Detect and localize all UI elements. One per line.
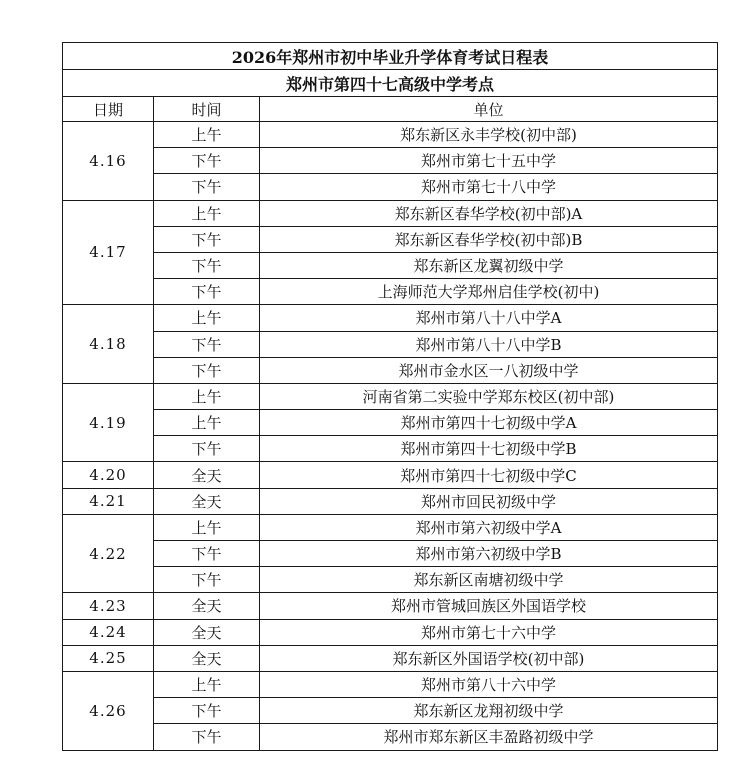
- date-cell: 4.21: [63, 488, 154, 514]
- unit-cell: 郑州市第四十七初级中学B: [260, 436, 718, 462]
- table-row: [63, 514, 718, 540]
- unit-cell: 郑东新区龙翼初级中学: [260, 252, 718, 278]
- time-cell: 全天: [154, 593, 260, 619]
- table-row: [63, 252, 718, 278]
- unit-cell: 郑州市郑东新区丰盈路初级中学: [260, 724, 718, 750]
- unit-cell: 郑东新区外国语学校(初中部): [260, 645, 718, 671]
- table-row: [63, 226, 718, 252]
- unit-cell: 郑州市金水区一八初级中学: [260, 357, 718, 383]
- date-cell: 4.19: [63, 383, 154, 462]
- time-cell: 下午: [154, 226, 260, 252]
- table-title: 2026年郑州市初中毕业升学体育考试日程表: [63, 43, 718, 70]
- date-cell: 4.22: [63, 514, 154, 593]
- unit-cell: 郑州市第六初级中学A: [260, 514, 718, 540]
- schedule-table: [62, 42, 718, 751]
- unit-cell: 郑州市第六初级中学B: [260, 541, 718, 567]
- unit-cell: 上海师范大学郑州启佳学校(初中): [260, 279, 718, 305]
- unit-cell: 郑州市第四十七初级中学C: [260, 462, 718, 488]
- table-row: [63, 593, 718, 619]
- time-cell: 全天: [154, 645, 260, 671]
- time-cell: 上午: [154, 200, 260, 226]
- date-cell: 4.20: [63, 462, 154, 488]
- table-row: [63, 462, 718, 488]
- unit-cell: 郑州市管城回族区外国语学校: [260, 593, 718, 619]
- table-row: [63, 122, 718, 148]
- time-cell: 下午: [154, 357, 260, 383]
- table-row: [63, 200, 718, 226]
- time-cell: 下午: [154, 724, 260, 750]
- date-cell: 4.18: [63, 305, 154, 384]
- time-cell: 下午: [154, 698, 260, 724]
- table-row: [63, 305, 718, 331]
- time-cell: 下午: [154, 252, 260, 278]
- table-row: [63, 698, 718, 724]
- time-cell: 上午: [154, 122, 260, 148]
- time-cell: 下午: [154, 174, 260, 200]
- unit-cell: 郑州市第七十六中学: [260, 619, 718, 645]
- time-cell: 下午: [154, 331, 260, 357]
- unit-cell: 郑州市第八十八中学B: [260, 331, 718, 357]
- table-row: [63, 174, 718, 200]
- time-cell: 全天: [154, 619, 260, 645]
- time-cell: 上午: [154, 410, 260, 436]
- unit-cell: 郑州市回民初级中学: [260, 488, 718, 514]
- time-cell: 全天: [154, 488, 260, 514]
- schedule-body: [63, 122, 718, 751]
- header-date: 日期: [63, 97, 154, 122]
- table-row: [63, 488, 718, 514]
- date-cell: 4.24: [63, 619, 154, 645]
- table-row: [63, 671, 718, 697]
- time-cell: 下午: [154, 148, 260, 174]
- date-cell: 4.23: [63, 593, 154, 619]
- date-cell: 4.26: [63, 671, 154, 750]
- table-row: [63, 567, 718, 593]
- unit-cell: 郑州市第八十六中学: [260, 671, 718, 697]
- time-cell: 下午: [154, 436, 260, 462]
- time-cell: 下午: [154, 541, 260, 567]
- table-subtitle: 郑州市第四十七高级中学考点: [63, 70, 718, 97]
- table-row: [63, 383, 718, 409]
- table-row: [63, 331, 718, 357]
- time-cell: 下午: [154, 567, 260, 593]
- time-cell: 上午: [154, 383, 260, 409]
- unit-cell: 河南省第二实验中学郑东校区(初中部): [260, 383, 718, 409]
- time-cell: 上午: [154, 671, 260, 697]
- unit-cell: 郑东新区春华学校(初中部)B: [260, 226, 718, 252]
- unit-cell: 郑州市第七十八中学: [260, 174, 718, 200]
- unit-cell: 郑州市第八十八中学A: [260, 305, 718, 331]
- table-row: [63, 357, 718, 383]
- table-row: [63, 619, 718, 645]
- unit-cell: 郑东新区南塘初级中学: [260, 567, 718, 593]
- date-cell: 4.25: [63, 645, 154, 671]
- table-row: [63, 541, 718, 567]
- date-cell: 4.16: [63, 122, 154, 201]
- time-cell: 下午: [154, 279, 260, 305]
- unit-cell: 郑州市第七十五中学: [260, 148, 718, 174]
- unit-cell: 郑东新区春华学校(初中部)A: [260, 200, 718, 226]
- table-row: [63, 724, 718, 750]
- unit-cell: 郑东新区龙翔初级中学: [260, 698, 718, 724]
- header-time: 时间: [154, 97, 260, 122]
- table-row: [63, 410, 718, 436]
- table-row: [63, 279, 718, 305]
- time-cell: 上午: [154, 305, 260, 331]
- unit-cell: 郑州市第四十七初级中学A: [260, 410, 718, 436]
- time-cell: 上午: [154, 514, 260, 540]
- header-unit: 单位: [260, 97, 718, 122]
- table-row: [63, 148, 718, 174]
- table-row: [63, 436, 718, 462]
- table-row: [63, 645, 718, 671]
- date-cell: 4.17: [63, 200, 154, 305]
- unit-cell: 郑东新区永丰学校(初中部): [260, 122, 718, 148]
- time-cell: 全天: [154, 462, 260, 488]
